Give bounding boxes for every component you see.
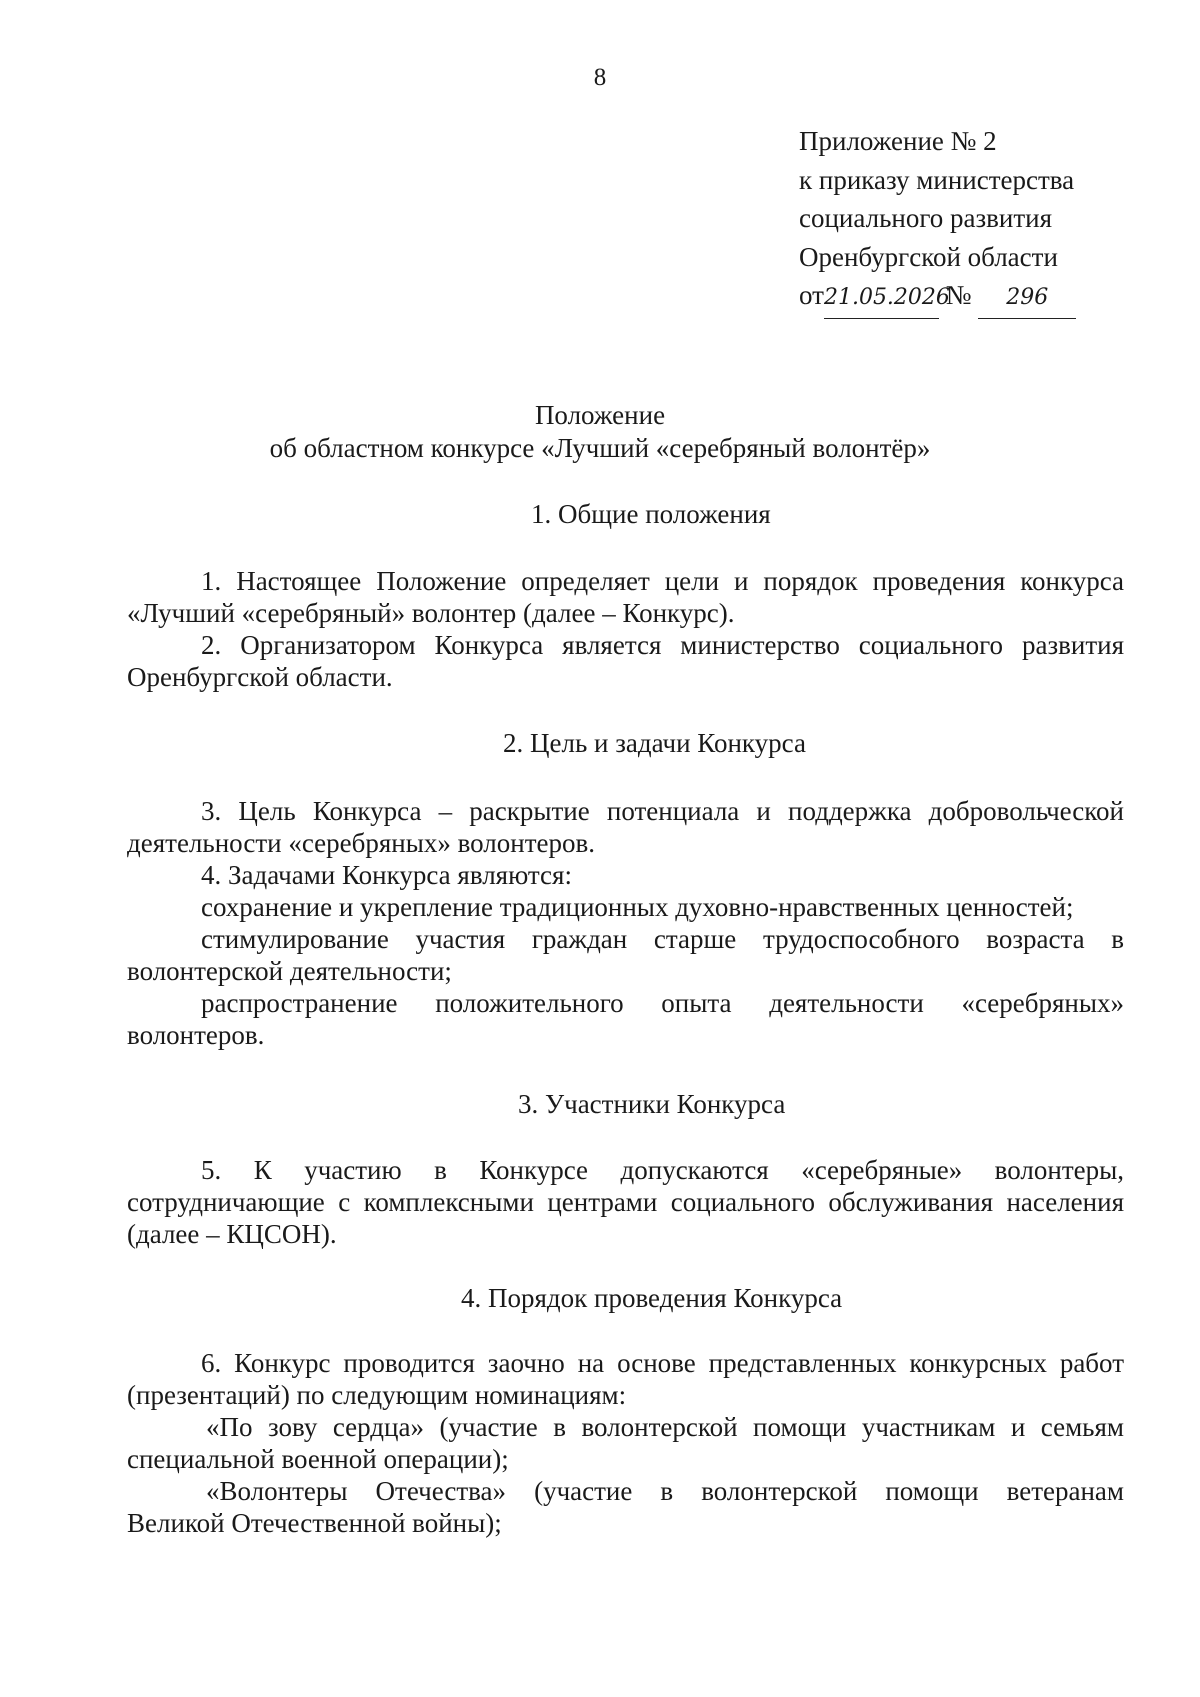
appendix-block [799, 122, 1076, 319]
appendix-line: социального развития [799, 203, 1053, 233]
section-heading: 1. Общие положения [531, 499, 771, 529]
handwritten-number: 296 [1006, 285, 1049, 310]
text-line: распространение положительного опыта деятельности «серебряных» [201, 988, 1124, 1018]
text-line: деятельности «серебряных» волонтеров. [127, 828, 596, 858]
text-line: сотрудничающие с комплексными центрами социального обслуживания населения [127, 1187, 1124, 1217]
title-line: Положение [534, 400, 666, 430]
section-heading: 4. Порядок проведения Конкурса [461, 1283, 843, 1313]
section-heading: 2. Цель и задачи Конкурса [503, 728, 806, 758]
text-line: 6. Конкурс проводится заочно на основе представленных конкурсных работ [201, 1348, 1124, 1378]
paragraph-1 [127, 565, 1124, 629]
appendix-line: Оренбургской области [799, 241, 1058, 272]
paragraph-6 [127, 1347, 1124, 1539]
appendix-line: к приказу министерства [799, 164, 1075, 195]
title-line: об областном конкурсе «Лучший «серебряный волонтёр» [269, 433, 931, 463]
handwritten-date: 21.05.2026 [823, 285, 950, 310]
paragraph-5 [127, 1154, 1124, 1250]
section-heading: 3. Участники Конкурса [518, 1089, 786, 1119]
page-number: 8 [593, 64, 607, 91]
paragraph-4 [127, 859, 1124, 1051]
appendix-line: Приложение № 2 [799, 126, 997, 156]
text-line: «Лучший «серебряный» волонтер (далее – Конкурс). [127, 598, 735, 628]
number-label: № [945, 280, 972, 310]
text-line: 2. Организатором Конкурса является министерство социального развития [201, 630, 1124, 660]
text-line: (презентаций) по следующим номинациям: [127, 1380, 627, 1410]
text-line: 3. Цель Конкурса – раскрытие потенциала и поддержка добровольческой [201, 796, 1124, 826]
text-line: специальной военной операции); [127, 1444, 509, 1474]
document-title [0, 399, 1200, 465]
date-field [823, 276, 950, 319]
text-line: 4. Задачами Конкурса являются: [201, 860, 572, 890]
appendix-date-line [799, 276, 1076, 319]
text-line: сохранение и укрепление традиционных духовно-нравственных ценностей; [201, 892, 1074, 922]
text-line: стимулирование участия граждан старше трудоспособного возраста в [201, 924, 1124, 954]
text-line: «Волонтеры Отечества» (участие в волонтерской помощи ветеранам [206, 1476, 1124, 1506]
text-line: «По зову сердца» (участие в волонтерской помощи участникам и семьям [206, 1412, 1124, 1442]
text-line: волонтеров. [127, 1020, 265, 1050]
text-line: (далее – КЦСОН). [127, 1219, 337, 1249]
text-line: Оренбургской области. [127, 662, 393, 692]
text-line: Великой Отечественной войны); [127, 1508, 502, 1538]
date-prefix: от [799, 280, 824, 310]
text-line: 5. К участию в Конкурсе допускаются «серебряные» волонтеры, [201, 1155, 1124, 1185]
text-line: волонтерской деятельности; [127, 956, 452, 986]
paragraph-2 [127, 629, 1124, 693]
text-line: 1. Настоящее Положение определяет цели и порядок проведения конкурса [201, 566, 1124, 596]
number-field [978, 276, 1076, 319]
paragraph-3 [127, 795, 1124, 859]
